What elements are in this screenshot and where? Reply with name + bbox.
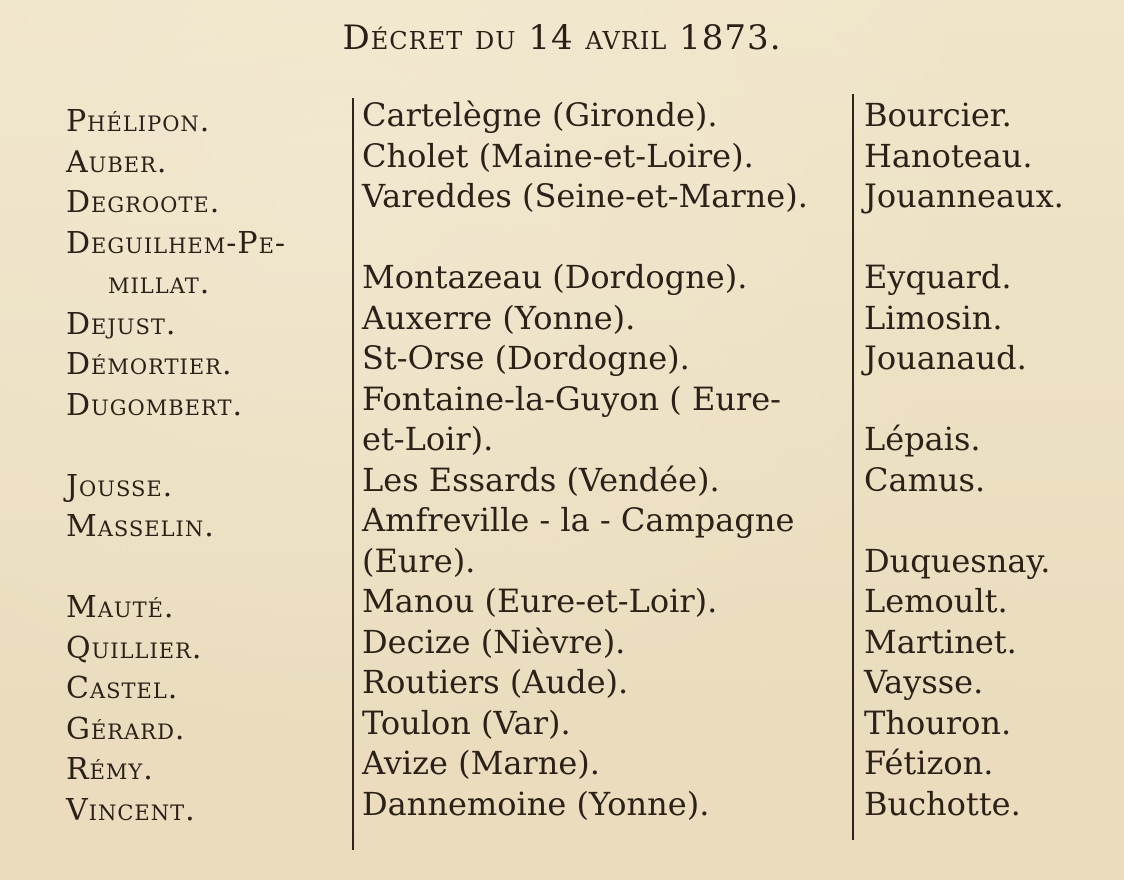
officer-name: Rémy. bbox=[66, 752, 154, 787]
table-row bbox=[0, 744, 1124, 787]
officer-name: Quillier. bbox=[66, 630, 203, 666]
officer-name: Auber. bbox=[66, 144, 168, 180]
officer-name: Degroote. bbox=[66, 185, 221, 220]
table-row bbox=[0, 177, 1124, 220]
table-row bbox=[0, 663, 1124, 706]
officer-name: Dejust. bbox=[66, 306, 177, 342]
successor-name: Jouanneaux. bbox=[864, 177, 1064, 215]
successor-name: Jouanaud. bbox=[864, 339, 1027, 377]
post-location: Decize (Nièvre). bbox=[362, 622, 626, 661]
successor-name: Bourcier. bbox=[864, 96, 1012, 134]
table-row bbox=[0, 460, 1124, 504]
table-row bbox=[0, 542, 1124, 582]
table-row bbox=[0, 96, 1124, 139]
table-row bbox=[0, 582, 1124, 625]
officer-name: Vincent. bbox=[66, 792, 196, 828]
table-row bbox=[0, 784, 1124, 828]
post-location: Vareddes (Seine-et-Marne). bbox=[362, 177, 808, 215]
officer-name: Jousse. bbox=[66, 468, 174, 504]
post-location: Avize (Marne). bbox=[362, 744, 600, 782]
successor-name: Buchotte. bbox=[864, 784, 1021, 823]
post-location: (Eure). bbox=[362, 541, 476, 580]
table-row bbox=[0, 379, 1124, 423]
successor-name: Lépais. bbox=[864, 420, 981, 458]
successor-name: Duquesnay. bbox=[864, 541, 1051, 580]
post-location: Cartelègne (Gironde). bbox=[362, 96, 718, 134]
successor-name: Martinet. bbox=[864, 622, 1017, 661]
post-location: Toulon (Var). bbox=[362, 703, 571, 742]
successor-name: Fétizon. bbox=[864, 744, 994, 782]
table-row bbox=[0, 420, 1124, 460]
post-location: Auxerre (Yonne). bbox=[362, 298, 636, 337]
post-location: et-Loir). bbox=[362, 420, 494, 458]
table-row bbox=[0, 703, 1124, 747]
post-location: Amfreville - la - Campagne bbox=[362, 501, 795, 539]
table-row bbox=[0, 218, 1124, 261]
table-row bbox=[0, 298, 1124, 342]
successor-name: Vaysse. bbox=[864, 663, 984, 701]
post-location: Dannemoine (Yonne). bbox=[362, 784, 710, 823]
post-location: Manou (Eure-et-Loir). bbox=[362, 582, 718, 620]
officer-name: millat. bbox=[108, 266, 211, 301]
officer-name: Démortier. bbox=[66, 347, 233, 382]
post-location: Routiers (Aude). bbox=[362, 663, 629, 701]
table-row bbox=[0, 622, 1124, 666]
decree-title: Décret du 14 avril 1873. bbox=[342, 18, 782, 58]
table-row bbox=[0, 258, 1124, 301]
successor-name: Limosin. bbox=[864, 298, 1003, 337]
officer-name: Dugombert. bbox=[66, 387, 243, 423]
successor-name: Lemoult. bbox=[864, 582, 1008, 620]
table-row bbox=[0, 501, 1124, 544]
officer-name: Phélipon. bbox=[66, 104, 211, 139]
successor-name: Hanoteau. bbox=[864, 136, 1033, 175]
officer-name: Castel. bbox=[66, 671, 179, 706]
table-row bbox=[0, 339, 1124, 382]
successor-name: Thouron. bbox=[864, 703, 1012, 742]
post-location: Les Essards (Vendée). bbox=[362, 460, 720, 499]
officer-name: Gérard. bbox=[66, 711, 186, 747]
post-location: Fontaine-la-Guyon ( Eure- bbox=[362, 379, 781, 418]
officer-name: Masselin. bbox=[66, 509, 215, 544]
post-location: Cholet (Maine-et-Loire). bbox=[362, 136, 754, 175]
successor-name: Eyquard. bbox=[864, 258, 1012, 296]
officer-name: Deguilhem-Pe- bbox=[66, 225, 287, 261]
post-location: Montazeau (Dordogne). bbox=[362, 258, 748, 296]
table-row bbox=[0, 136, 1124, 180]
officer-name: Mauté. bbox=[66, 590, 175, 625]
successor-name: Camus. bbox=[864, 460, 986, 499]
post-location: St-Orse (Dordogne). bbox=[362, 339, 690, 377]
